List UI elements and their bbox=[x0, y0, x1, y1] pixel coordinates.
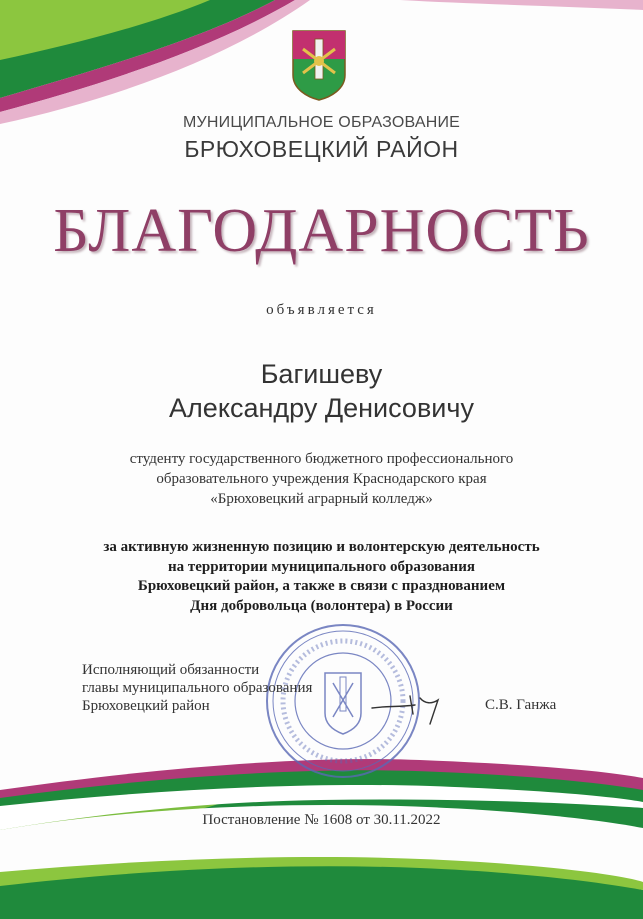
description-line: «Брюховецкий аграрный колледж» bbox=[210, 491, 433, 507]
signatory-name: С.В. Ганжа bbox=[485, 697, 557, 713]
organization-line-1: МУНИЦИПАЛЬНОЕ ОБРАЗОВАНИЕ bbox=[182, 114, 461, 131]
recipient-given-names: Александру Денисовичу bbox=[169, 393, 474, 423]
municipal-coat-of-arms-icon bbox=[291, 29, 347, 101]
description-line: образовательного учреждения Краснодарского края bbox=[156, 471, 487, 487]
description-line: студенту государственного бюджетного профессионального bbox=[129, 451, 514, 467]
award-reason bbox=[0, 538, 643, 616]
signatory-position-line: Исполняющий обязанности bbox=[82, 662, 260, 678]
certificate-title: БЛАГОДАРНОСТЬ bbox=[53, 197, 590, 265]
recipient-description bbox=[0, 449, 643, 509]
organization-line-2: БРЮХОВЕЦКИЙ РАЙОН bbox=[184, 136, 459, 162]
recipient-surname: Багишеву bbox=[260, 359, 383, 389]
reason-line: на территории муниципального образования bbox=[168, 558, 475, 575]
decree-reference: Постановление № 1608 от 30.11.2022 bbox=[202, 812, 441, 828]
signatory-position-line: главы муниципального образования bbox=[82, 680, 313, 696]
signatory-position-line: Брюховецкий район bbox=[82, 698, 210, 714]
announcement-text: объявляется bbox=[266, 302, 377, 318]
signatory-position bbox=[82, 661, 322, 715]
handwritten-signature-icon bbox=[370, 688, 445, 728]
reason-line: Брюховецкий район, а также в связи с празднованием bbox=[137, 578, 506, 594]
reason-line: за активную жизненную позицию и волонтерскую деятельность bbox=[103, 539, 540, 555]
reason-line: Дня добровольца (волонтера) в России bbox=[190, 597, 453, 614]
